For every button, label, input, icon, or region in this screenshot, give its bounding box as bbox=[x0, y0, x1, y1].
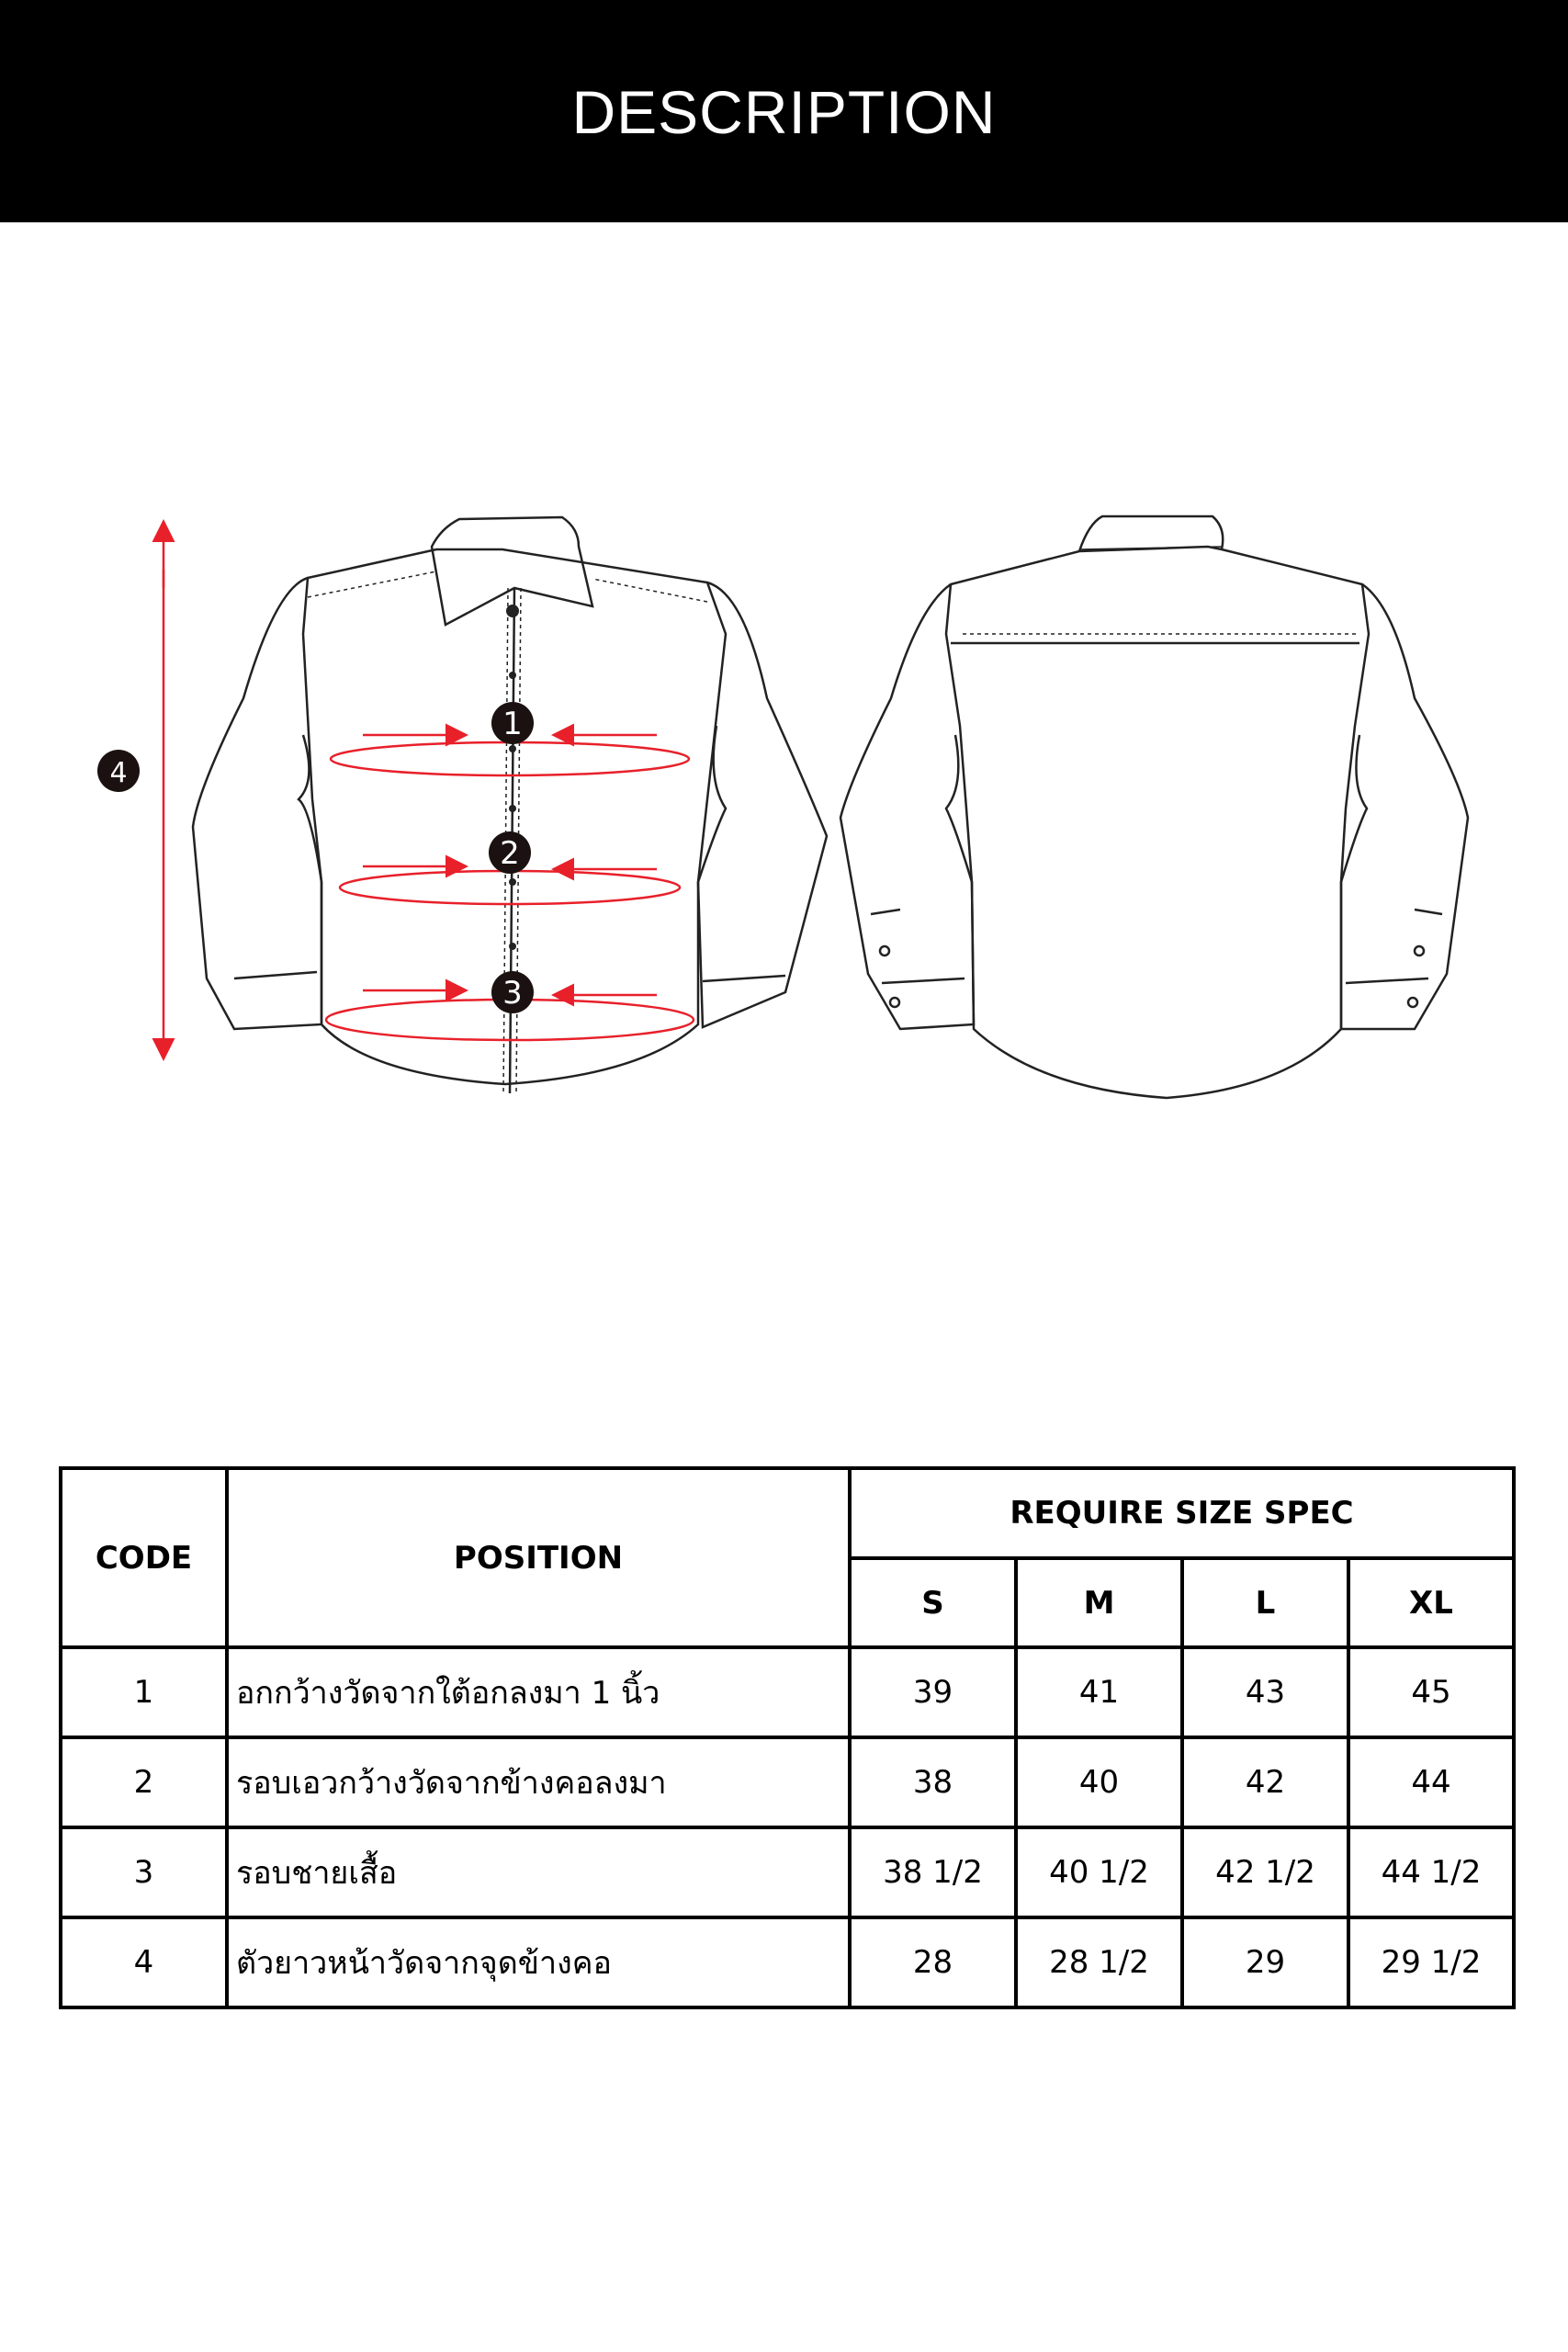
row-value-l: 42 bbox=[1182, 1737, 1348, 1827]
spec-header: REQUIRE SIZE SPEC bbox=[850, 1468, 1514, 1558]
size-header-m: M bbox=[1016, 1558, 1182, 1647]
svg-text:4: 4 bbox=[109, 757, 128, 789]
row-value-l: 43 bbox=[1182, 1647, 1348, 1737]
marker-2 bbox=[489, 831, 531, 874]
row-value-m: 40 bbox=[1016, 1737, 1182, 1827]
row-value-m: 40 1/2 bbox=[1016, 1827, 1182, 1917]
back-shirt-drawing bbox=[840, 516, 1468, 1098]
size-header-l: L bbox=[1182, 1558, 1348, 1647]
row-code: 3 bbox=[61, 1827, 227, 1917]
svg-text:2: 2 bbox=[500, 835, 520, 872]
header-bar bbox=[0, 0, 1568, 222]
row-value-s: 28 bbox=[850, 1917, 1016, 2007]
row-value-xl: 44 1/2 bbox=[1348, 1827, 1514, 1917]
table-row bbox=[61, 1827, 1514, 1917]
row-value-m: 28 1/2 bbox=[1016, 1917, 1182, 2007]
row-position: อกกว้างวัดจากใต้อกลงมา 1 นิ้ว bbox=[227, 1647, 850, 1737]
row-value-l: 29 bbox=[1182, 1917, 1348, 2007]
svg-text:1: 1 bbox=[502, 706, 523, 742]
code-header: CODE bbox=[61, 1468, 227, 1647]
table-row bbox=[61, 1917, 1514, 2007]
row-code: 2 bbox=[61, 1737, 227, 1827]
svg-text:3: 3 bbox=[502, 975, 523, 1012]
row-code: 1 bbox=[61, 1647, 227, 1737]
size-spec-table bbox=[59, 1466, 1516, 2009]
marker-3 bbox=[491, 971, 534, 1013]
row-position: รอบเอวกว้างวัดจากข้างคอลงมา bbox=[227, 1737, 850, 1827]
size-header-xl: XL bbox=[1348, 1558, 1514, 1647]
row-value-l: 42 1/2 bbox=[1182, 1827, 1348, 1917]
row-code: 4 bbox=[61, 1917, 227, 2007]
marker-4 bbox=[97, 750, 140, 792]
page-title: DESCRIPTION bbox=[571, 78, 997, 146]
size-header-s: S bbox=[850, 1558, 1016, 1647]
marker-1 bbox=[491, 702, 534, 744]
row-position: รอบชายเสื้อ bbox=[227, 1827, 850, 1917]
row-value-s: 38 bbox=[850, 1737, 1016, 1827]
row-value-xl: 29 1/2 bbox=[1348, 1917, 1514, 2007]
row-value-xl: 45 bbox=[1348, 1647, 1514, 1737]
row-value-s: 39 bbox=[850, 1647, 1016, 1737]
position-header: POSITION bbox=[227, 1468, 850, 1647]
row-position: ตัวยาวหน้าวัดจากจุดข้างคอ bbox=[227, 1917, 850, 2007]
table-row bbox=[61, 1647, 1514, 1737]
measure-lines bbox=[164, 524, 694, 1057]
row-value-m: 41 bbox=[1016, 1647, 1182, 1737]
table-row bbox=[61, 1737, 1514, 1827]
shirt-illustration bbox=[0, 496, 1568, 1139]
row-value-s: 38 1/2 bbox=[850, 1827, 1016, 1917]
row-value-xl: 44 bbox=[1348, 1737, 1514, 1827]
